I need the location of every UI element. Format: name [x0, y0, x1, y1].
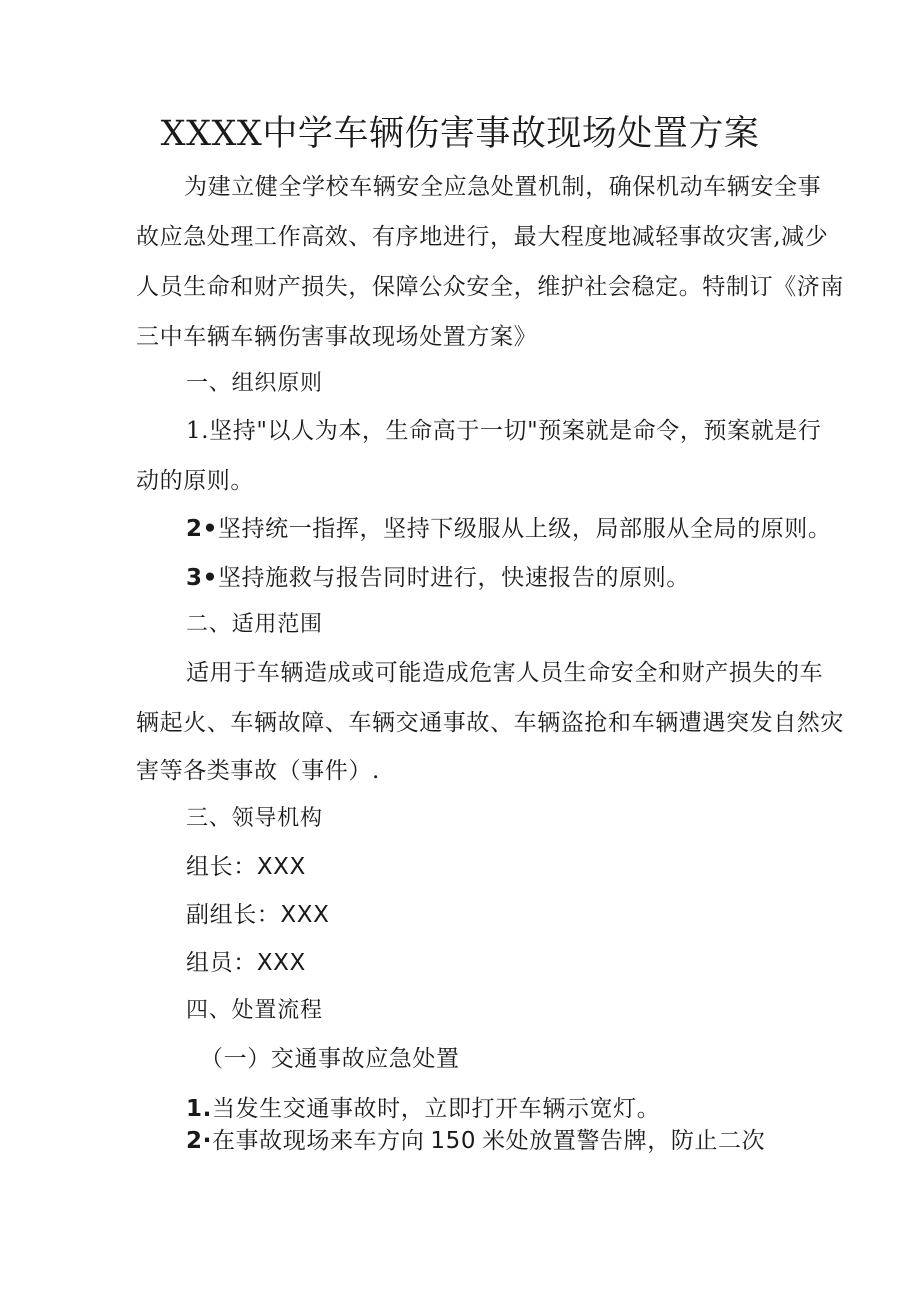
- step-2-distance: 150: [430, 1128, 477, 1154]
- principle-1-line-1: 1.坚持"以人为本，生命高于一切"预案就是命令，预案就是行: [186, 418, 822, 444]
- document-title: XXXX中学车辆伤害事故现场处置方案: [160, 114, 760, 154]
- deputy-leader-label: 副组长：: [186, 902, 281, 928]
- principle-2: [186, 514, 832, 544]
- principle-3-number: 3•: [186, 565, 218, 591]
- principle-3-text: 坚持施救与报告同时进行，快速报告的原则。: [217, 565, 690, 591]
- leader-value: XXX: [256, 854, 306, 880]
- leader-row: [186, 852, 306, 882]
- intro-line-2: 故应急处理工作高效、有序地进行，最大程度地减轻事故灾害,减少: [136, 224, 829, 250]
- member-label: 组员：: [186, 950, 257, 976]
- section-1-heading: 一、组织原则: [186, 371, 323, 396]
- section-2-heading: 二、适用范围: [186, 612, 323, 637]
- step-2-number: 2·: [186, 1128, 212, 1154]
- deputy-leader-value: XXX: [280, 902, 330, 928]
- principle-3: [186, 563, 690, 593]
- leader-label: 组长：: [186, 854, 257, 880]
- step-2: [186, 1126, 765, 1156]
- step-1-number: 1.: [186, 1096, 212, 1122]
- principle-1-line-2: 动的原则。: [136, 468, 254, 494]
- step-1: [186, 1094, 660, 1124]
- member-value: XXX: [256, 950, 306, 976]
- principle-2-text: 坚持统一指挥，坚持下级服从上级，局部服从全局的原则。: [217, 516, 832, 542]
- section-4-heading: 四、处置流程: [186, 998, 323, 1023]
- member-row: [186, 948, 306, 978]
- step-1-text: 当发生交通事故时，立即打开车辆示宽灯。: [211, 1096, 661, 1122]
- intro-line-4: 三中车辆车辆伤害事故现场处置方案》: [136, 324, 538, 350]
- step-2-text-a: 在事故现场来车方向: [211, 1128, 425, 1154]
- scope-line-3: 害等各类事故（事件）.: [136, 758, 380, 784]
- scope-line-1: 适用于车辆造成或可能造成危害人员生命安全和财产损失的车: [186, 660, 824, 686]
- section-4-subheading: （一）交通事故应急处置: [200, 1046, 460, 1072]
- scope-line-2: 辆起火、车辆故障、车辆交通事故、车辆盗抢和车辆遭遇突发自然灾: [136, 710, 844, 736]
- intro-line-1: 为建立健全学校车辆安全应急处置机制，确保机动车辆安全事: [184, 174, 822, 200]
- step-2-text-b: 米处放置警告牌，防止二次: [482, 1128, 766, 1154]
- intro-line-3: 人员生命和财产损失，保障公众安全，维护社会稳定。特制订《济南: [136, 274, 844, 300]
- section-3-heading: 三、领导机构: [186, 806, 323, 831]
- principle-2-number: 2•: [186, 516, 218, 542]
- deputy-leader-row: [186, 900, 329, 930]
